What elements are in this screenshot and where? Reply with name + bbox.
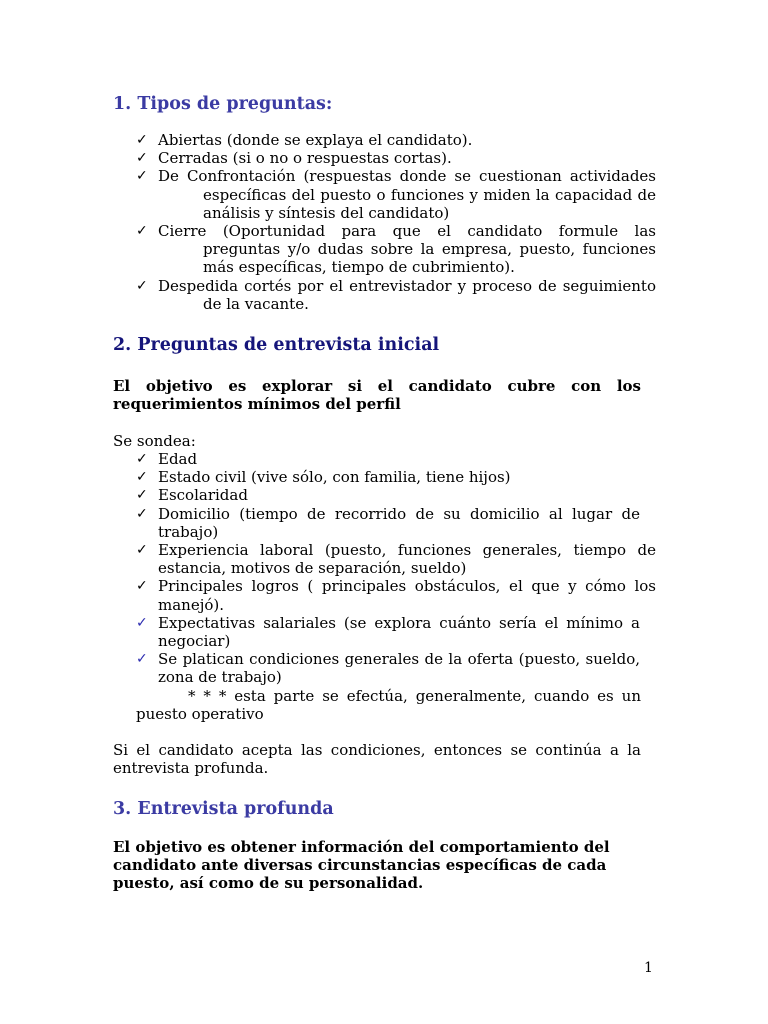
checkmark-icon: ✓ [136,505,148,522]
checkmark-icon: ✓ [136,277,148,294]
section2-title: 2. Preguntas de entrevista inicial [113,335,440,355]
list-item: ✓ Experiencia laboral (puesto, funciones generales, tiempo de estancia, motivos de separación, sueldo) [136,541,656,578]
list-item: ✓ Despedida cortés por el entrevistador y proceso de seguimiento de la vacante. [136,276,656,313]
list-item: ✓ Cerradas (si o no o respuestas cortas). [136,149,452,168]
list-item: ✓ Se platican condiciones generales de la oferta (puesto, sueldo, zona de trabajo) [136,650,640,687]
checkmark-icon: ✓ [136,150,148,167]
list-item: ✓ Edad [136,450,198,468]
question-types-list [136,131,656,313]
continue-paragraph: Si el candidato acepta las condiciones, entonces se continúa a la entrevista profunda. [113,741,641,778]
list-item: ✓ Abiertas (donde se explaya el candidato). [136,131,473,149]
section3-title: 3. Entrevista profunda [113,799,334,819]
list-item: ✓ De Confrontación (respuestas donde se cuestionan actividades específicas del puesto o funciones y miden la capacidad de análisis y síntesis del candidato) [136,167,656,222]
operative-note: * * * esta parte se efectúa, generalmente, cuando es un puesto operativo [136,687,641,724]
checkmark-icon: ✓ [136,168,148,185]
list-item: ✓ Estado civil (vive sólo, con familia, tiene hijos) [136,468,511,487]
probe-list [136,450,656,687]
section2-objective: El objetivo es explorar si el candidato cubre con los requerimientos mínimos del perfil [113,377,641,414]
list-item: ✓ Domicilio (tiempo de recorrido de su domicilio al lugar de trabajo) [136,504,640,541]
checkmark-icon: ✓ [136,469,148,486]
list-item: ✓ Expectativas salariales (se explora cuánto sería el mínimo a negociar) [136,613,640,651]
list-item: ✓ Cierre (Oportunidad para que el candidato formule las preguntas y/o dudas sobre la empresa, puesto, funciones más específicas, tiempo de cubrimiento). [136,222,656,277]
checkmark-icon: ✓ [136,487,148,504]
checkmark-icon: ✓ [136,132,148,148]
list-item: ✓ Escolaridad [136,486,248,505]
page-number: 1 [644,960,653,976]
sondea-label: Se sondea: [113,432,196,450]
checkmark-icon: ✓ [136,542,148,559]
list-item: ✓ Principales logros ( principales obstáculos, el que y cómo los manejó). [136,577,656,614]
checkmark-icon: ✓ [136,578,148,595]
section1-title: 1. Tipos de preguntas: [113,94,333,114]
section3-objective: El objetivo es obtener información del comportamiento del candidato ante diversas circunstancias específicas de cada puesto, así como de su personalidad. [113,838,610,893]
checkmark-icon: ✓ [136,451,148,467]
checkmark-icon: ✓ [136,614,148,631]
checkmark-icon: ✓ [136,223,148,240]
checkmark-icon: ✓ [136,651,148,668]
